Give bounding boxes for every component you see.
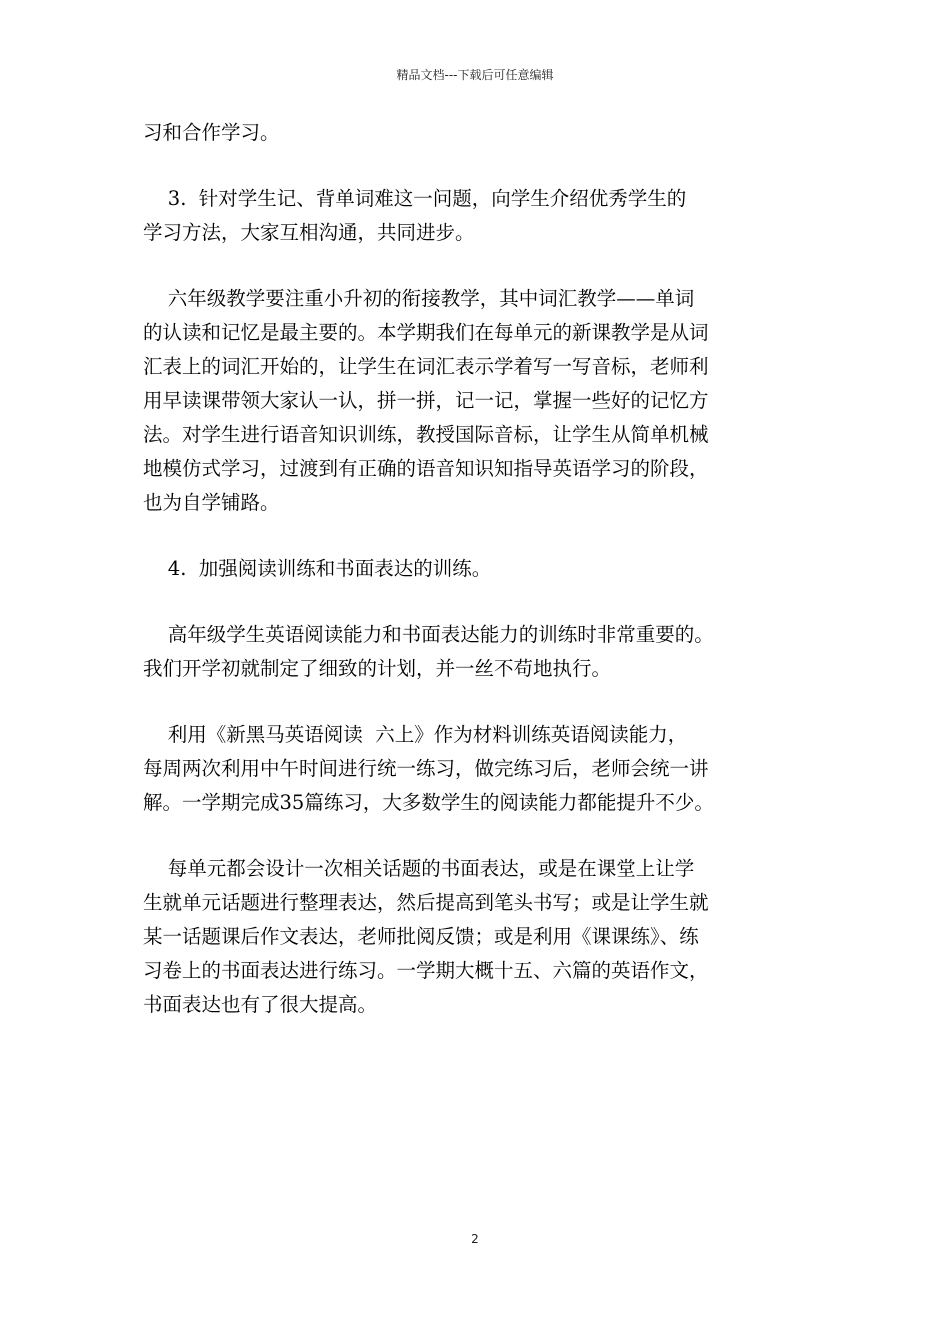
text-line: 解。一学期完成35篇练习，大多数学生的阅读能力都能提升不少。 <box>143 791 714 814</box>
text-line: 书面表达也有了很大提高。 <box>143 993 378 1016</box>
text-line: 六年级教学要注重小升初的衔接教学，其中词汇教学——单词 <box>143 287 695 310</box>
text-line: 地模仿式学习，过渡到有正确的语音知识知指导英语学习的阶段， <box>143 457 709 480</box>
text-line: 4. 加强阅读训练和书面表达的训练。 <box>143 557 492 580</box>
text-line: 汇表上的词汇开始的，让学生在词汇表示学着写一写音标，老师利 <box>143 355 709 378</box>
text-line: 生就单元话题进行整理表达，然后提高到笔头书写；或是让学生就 <box>143 891 709 914</box>
text-line: 用早读课带领大家认一认，拼一拼，记一记，掌握一些好的记忆方 <box>143 389 709 412</box>
paragraph <box>143 116 813 150</box>
text-line: 某一话题课后作文表达，老师批阅反馈；或是利用《课课练》、练 <box>143 925 699 948</box>
text-line: 每单元都会设计一次相关话题的书面表达，或是在课堂上让学 <box>143 857 695 880</box>
page-header: 精品文档---下载后可任意编辑 <box>396 68 554 82</box>
text-line: 我们开学初就制定了细致的计划，并一丝不苟地执行。 <box>143 657 612 680</box>
text-line: 高年级学生英语阅读能力和书面表达能力的训练时非常重要的。 <box>143 623 714 646</box>
text-line: 法。对学生进行语音知识训练，教授国际音标，让学生从简单机械 <box>143 423 709 446</box>
text-line: 习和合作学习。 <box>143 121 280 144</box>
text-line: 每周两次利用中午时间进行统一练习，做完练习后，老师会统一讲 <box>143 757 709 780</box>
text-line: 学习方法，大家互相沟通，共同进步。 <box>143 221 475 244</box>
paragraph <box>143 718 813 820</box>
page-number: 2 <box>471 1232 479 1246</box>
text-line: 的认读和记忆是最主要的。本学期我们在每单元的新课教学是从词 <box>143 321 709 344</box>
paragraph <box>143 852 813 1022</box>
paragraph <box>143 618 813 686</box>
paragraph <box>143 182 813 250</box>
paragraph <box>143 282 813 520</box>
text-line: 利用《新黑马英语阅读 六上》作为材料训练英语阅读能力， <box>143 723 688 746</box>
document-body <box>143 116 813 1054</box>
paragraph <box>143 552 813 586</box>
text-line: 习卷上的书面表达进行练习。一学期大概十五、六篇的英语作文， <box>143 959 709 982</box>
text-line: 3. 针对学生记、背单词难这一问题，向学生介绍优秀学生的 <box>143 187 687 210</box>
text-line: 也为自学铺路。 <box>143 491 280 514</box>
